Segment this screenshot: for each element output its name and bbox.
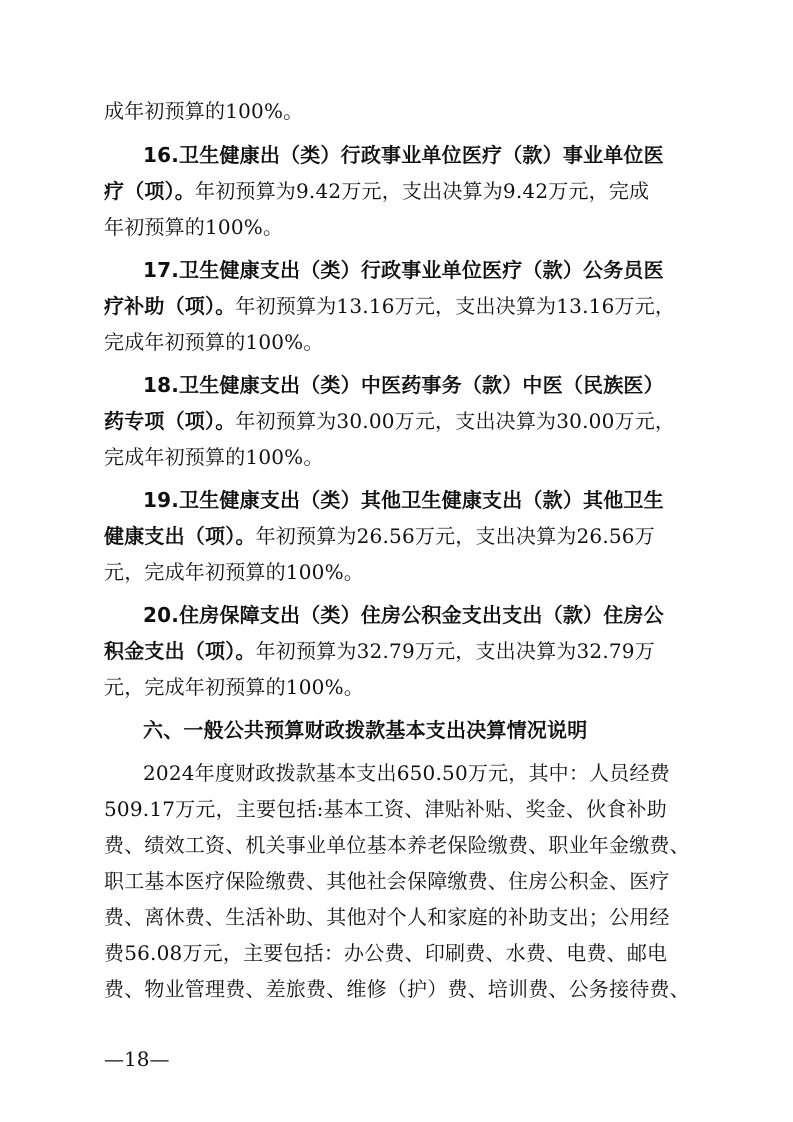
- bold-run: 药专项（项）。: [104, 409, 236, 433]
- heading-text: 六、一般公共预算财政拨款基本支出决算情况说明: [143, 718, 588, 742]
- text-run: 费56.08万元，主要包括：办公费、印刷费、水费、电费、邮电: [104, 941, 668, 965]
- text-line: [104, 443, 694, 471]
- text-run: 年初预算为30.00万元，支出决算为30.00万元，: [235, 409, 676, 433]
- text-run: 费、绩效工资、机关事业单位基本养老保险缴费、职业年金缴费、: [104, 833, 690, 857]
- paragraph-line: [143, 759, 694, 787]
- paragraph-line: [104, 939, 694, 967]
- text-line: [104, 292, 694, 320]
- section-heading: [143, 716, 694, 744]
- page-number: —18—: [104, 1047, 170, 1071]
- bold-run: 16.卫生健康出（类）行政事业单位医疗（款）事业单位医: [143, 143, 664, 167]
- text-run: 元，完成年初预算的100%。: [104, 560, 364, 584]
- text-run: 年初预算为32.79万元，支出决算为32.79万: [255, 639, 655, 663]
- bold-run: 18.卫生健康支出（类）中医药事务（款）中医（民族医）: [143, 373, 664, 397]
- paragraph-line: [104, 831, 694, 859]
- text-run: 年初预算为13.16万元，支出决算为13.16万元，: [235, 294, 676, 318]
- paragraph-line: [104, 867, 694, 895]
- item-20-title: [143, 601, 694, 629]
- text-line: [104, 407, 694, 435]
- text-run: 2024年度财政拨款基本支出650.50万元，其中：人员经费: [143, 761, 670, 785]
- bold-run: 疗补助（项）。: [104, 294, 236, 318]
- text-run: 费、离休费、生活补助、其他对个人和家庭的补助支出；公用经: [104, 905, 670, 929]
- paragraph-line: [104, 975, 694, 1003]
- text-run: 职工基本医疗保险缴费、其他社会保障缴费、住房公积金、医疗: [104, 869, 670, 893]
- text-run: 年初预算的100%。: [104, 215, 284, 239]
- text-run: 完成年初预算的100%。: [104, 445, 324, 469]
- paragraph-line: [104, 795, 694, 823]
- bold-run: 疗（项）。: [104, 179, 195, 203]
- text-line: [104, 328, 694, 356]
- bold-run: 17.卫生健康支出（类）行政事业单位医疗（款）公务员医: [143, 258, 664, 282]
- bold-run: 19.卫生健康支出（类）其他卫生健康支出（款）其他卫生: [143, 488, 664, 512]
- text-line: [104, 673, 694, 701]
- item-16-title: [143, 141, 694, 169]
- text-line: [104, 213, 694, 241]
- text-run: 年初预算为26.56万元，支出决算为26.56万: [255, 524, 655, 548]
- text-run: 年初预算为9.42万元，支出决算为9.42万元，完成: [195, 179, 650, 203]
- text-run: 509.17万元，主要包括:基本工资、津贴补贴、奖金、伙食补助: [104, 797, 667, 821]
- text-line: [104, 558, 694, 586]
- text-line: [104, 97, 694, 125]
- paragraph-line: [104, 903, 694, 931]
- text-line: [104, 522, 694, 550]
- text-line: [104, 637, 694, 665]
- item-17-title: [143, 256, 694, 284]
- item-18-title: [143, 371, 694, 399]
- bold-run: 健康支出（项）。: [104, 524, 256, 548]
- text-line: [104, 177, 694, 205]
- text-run: 元，完成年初预算的100%。: [104, 675, 364, 699]
- bold-run: 20.住房保障支出（类）住房公积金支出支出（款）住房公: [143, 603, 664, 627]
- text-run: 完成年初预算的100%。: [104, 330, 324, 354]
- text-run: 成年初预算的100%。: [104, 99, 304, 123]
- item-19-title: [143, 486, 694, 514]
- bold-run: 积金支出（项）。: [104, 639, 256, 663]
- text-run: 费、物业管理费、差旅费、维修（护）费、培训费、公务接待费、: [104, 977, 690, 1001]
